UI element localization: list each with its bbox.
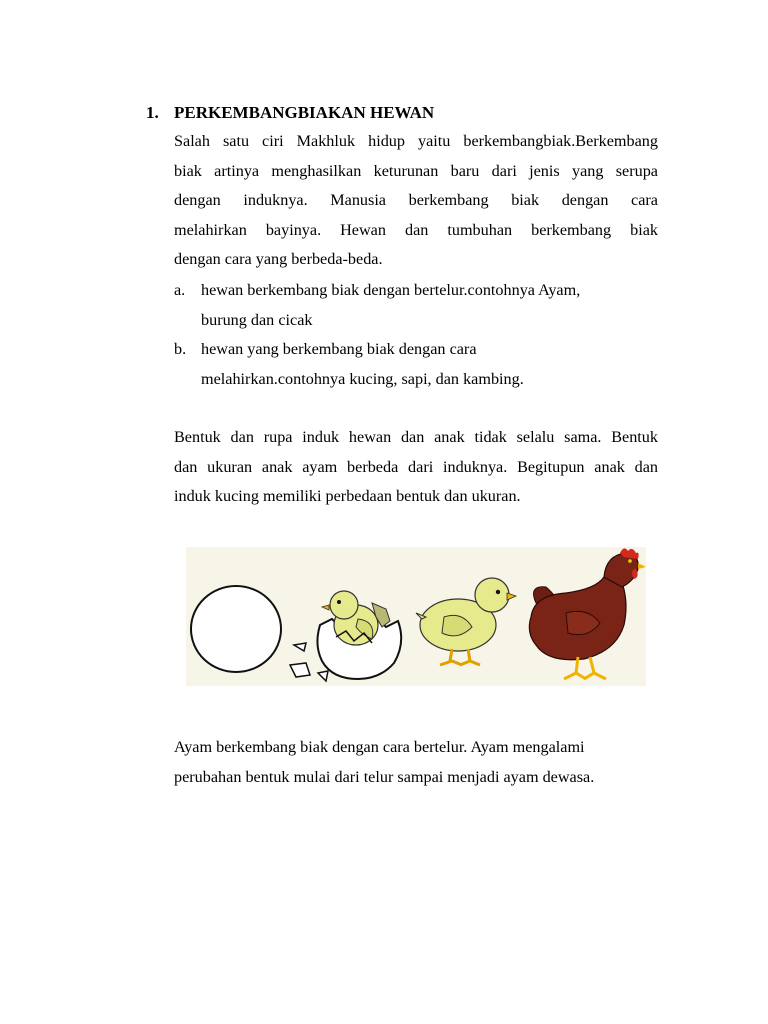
list-marker: a. <box>174 281 186 299</box>
section-number: 1. <box>146 103 159 122</box>
intro-paragraph <box>174 127 658 275</box>
hatching-chick-icon <box>290 591 401 681</box>
intro-line: dengan induknya. Manusia berkembang biak dengan cara <box>174 191 658 210</box>
intro-line: Salah satu ciri Makhluk hidup yaitu berkembangbiak.Berkembang <box>174 132 658 150</box>
section-title: PERKEMBANGBIAKAN HEWAN <box>174 103 435 122</box>
paragraph-line: dan ukuran anak ayam berbeda dari induknya. Begitupun anak dan <box>174 457 658 476</box>
paragraph-line: perubahan bentuk mulai dari telur sampai menjadi ayam dewasa. <box>174 767 595 786</box>
section-heading <box>146 102 434 124</box>
paragraph-line: Bentuk dan rupa induk hewan dan anak tidak selalu sama. Bentuk <box>174 428 658 446</box>
third-paragraph <box>174 733 658 792</box>
reproduction-list <box>174 276 658 394</box>
list-item-text: burung dan cicak <box>201 310 313 329</box>
list-item-text: hewan berkembang biak dengan bertelur.contohnya Ayam, <box>201 281 581 299</box>
egg-icon <box>191 586 281 672</box>
hen-icon <box>529 548 646 679</box>
intro-line: biak artinya menghasilkan keturunan baru dari jenis yang serupa <box>174 161 658 180</box>
second-paragraph <box>174 423 658 512</box>
list-item-a <box>174 276 658 335</box>
intro-line: melahirkan bayinya. Hewan dan tumbuhan berkembang biak <box>174 220 658 239</box>
chicken-life-cycle-illustration <box>186 547 646 686</box>
list-item-b <box>174 335 658 394</box>
paragraph-line: induk kucing memiliki perbedaan bentuk dan ukuran. <box>174 487 521 506</box>
intro-line: dengan cara yang berbeda-beda. <box>174 250 383 269</box>
paragraph-line: Ayam berkembang biak dengan cara bertelur. Ayam mengalami <box>174 738 585 756</box>
list-item-text: hewan yang berkembang biak dengan cara <box>201 340 477 359</box>
chick-icon <box>416 578 516 665</box>
list-item-text: melahirkan.contohnya kucing, sapi, dan kambing. <box>201 369 524 388</box>
list-marker: b. <box>174 340 187 359</box>
